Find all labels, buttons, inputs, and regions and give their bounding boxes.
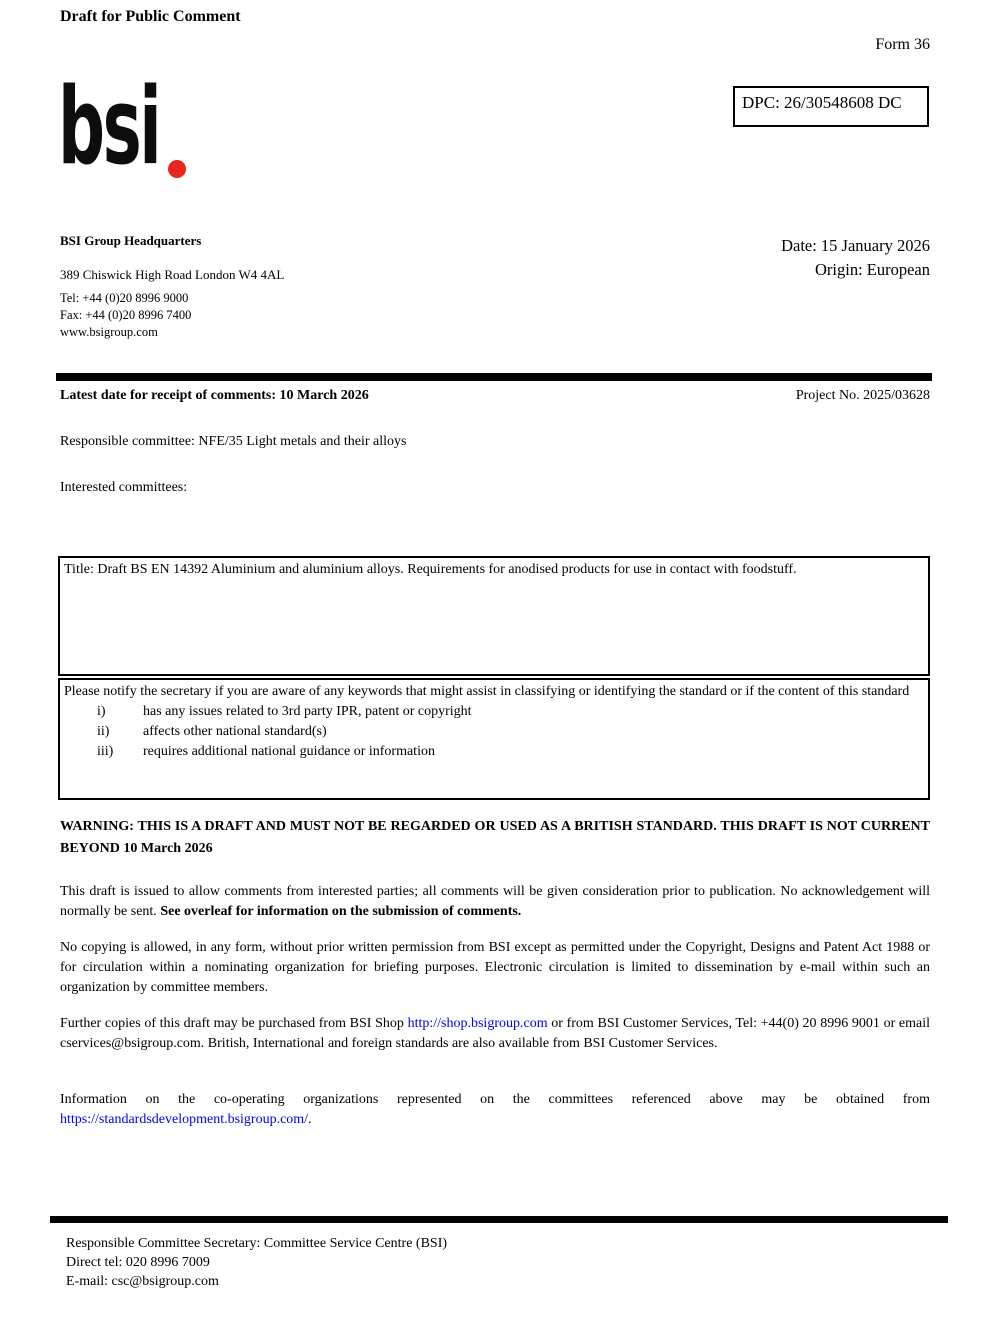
headquarters-fax: Fax: +44 (0)20 8996 7400: [60, 308, 192, 322]
standards-development-link[interactable]: https://standardsdevelopment.bsigroup.com/: [60, 1112, 309, 1127]
title-box: [58, 556, 930, 676]
footer-email-line: E-mail: csc@bsigroup.com: [66, 1274, 219, 1289]
dpc-number: DPC: 26/30548608 DC: [742, 93, 902, 112]
list-item: [64, 702, 924, 722]
interested-committees-line: Interested committees:: [60, 480, 188, 495]
cooperating-organizations-paragraph: [60, 1090, 930, 1130]
standard-title: Title: Draft BS EN 14392 Aluminium and aluminium alloys. Requirements for anodised products for use in contact with foodstuff.: [64, 562, 797, 577]
bsi-shop-link[interactable]: http://shop.bsigroup.com: [407, 1016, 548, 1031]
list-item-marker: i): [97, 704, 106, 719]
cooperating-text: Information on the co-operating organizations represented on the committees referenced above may be obtained from: [60, 1092, 930, 1107]
no-copying-paragraph: No copying is allowed, in any form, without prior written permission from BSI except as permitted under the Copyright, Designs and Patent Act 1988 or for circulation within a nominating organization for briefing purposes. Electronic circulation is limited to dissemination by e-mail within such an organization by committee members.: [60, 940, 930, 995]
committee-secretary-line: Responsible Committee Secretary: Committee Service Centre (BSI): [66, 1236, 448, 1251]
list-item-marker: iii): [97, 744, 114, 759]
keywords-notice-box: [58, 678, 930, 800]
cooperating-text-end: .: [308, 1112, 312, 1127]
dpc-number-box: [733, 86, 929, 127]
warning-paragraph: WARNING: THIS IS A DRAFT AND MUST NOT BE REGARDED OR USED AS A BRITISH STANDARD. THIS DRAFT IS NOT CURRENT BEYOND 10 March 2026: [60, 819, 930, 856]
headquarters-address: 389 Chiswick High Road London W4 4AL: [60, 267, 285, 282]
draft-for-public-comment-label: Draft for Public Comment: [60, 8, 241, 25]
headquarters-tel: Tel: +44 (0)20 8996 9000: [60, 291, 189, 305]
form-number: Form 36: [875, 36, 930, 53]
date-line: Date: 15 January 2026: [781, 236, 930, 255]
direct-tel-line: Direct tel: 020 8996 7009: [66, 1255, 210, 1270]
see-overleaf-text: See overleaf for information on the submission of comments.: [160, 904, 522, 919]
latest-date-row: [60, 388, 930, 404]
bottom-divider-rule: [50, 1216, 948, 1223]
headquarters-block: [60, 232, 284, 341]
keywords-list: [64, 702, 924, 762]
list-item-text: requires additional national guidance or information: [143, 744, 435, 759]
latest-date-for-comments: Latest date for receipt of comments: 10 March 2026: [60, 388, 369, 403]
date-origin-block: [781, 234, 930, 282]
origin-line: Origin: European: [814, 260, 930, 279]
project-number: Project No. 2025/03628: [795, 388, 930, 403]
list-item-text: affects other national standard(s): [143, 724, 327, 739]
further-copies-text: Further copies of this draft may be purchased from BSI Shop: [60, 1016, 408, 1031]
footer-block: [66, 1234, 447, 1291]
bsi-logo-text: bsi: [58, 65, 160, 188]
list-item: [64, 722, 924, 742]
bsi-logo-red-dot-icon: [168, 160, 186, 178]
further-copies-text-cont: or from BSI Customer Services, Tel: +44(0) 20 8996 9001 or email cservices@bsigroup.com. British, International and foreign standards are also available from BSI Customer Services.: [60, 1016, 930, 1051]
further-copies-paragraph: [60, 1014, 930, 1054]
list-item-text: has any issues related to 3rd party IPR, patent or copyright: [143, 704, 472, 719]
headquarters-title: BSI Group Headquarters: [60, 233, 202, 248]
bsi-logo: [58, 65, 218, 194]
draft-issued-text: This draft is issued to allow comments from interested parties; all comments will be given consideration prior to publication. No acknowledgement will normally be sent.: [60, 884, 930, 919]
list-item: [64, 742, 924, 762]
keywords-intro: Please notify the secretary if you are aware of any keywords that might assist in classifying or identifying the standard or if the content of this standard: [64, 684, 910, 699]
list-item-marker: ii): [97, 724, 110, 739]
draft-issued-paragraph: [60, 882, 930, 922]
responsible-committee-line: Responsible committee: NFE/35 Light metals and their alloys: [60, 434, 407, 449]
top-divider-rule: [56, 373, 932, 381]
headquarters-website: www.bsigroup.com: [60, 325, 158, 339]
